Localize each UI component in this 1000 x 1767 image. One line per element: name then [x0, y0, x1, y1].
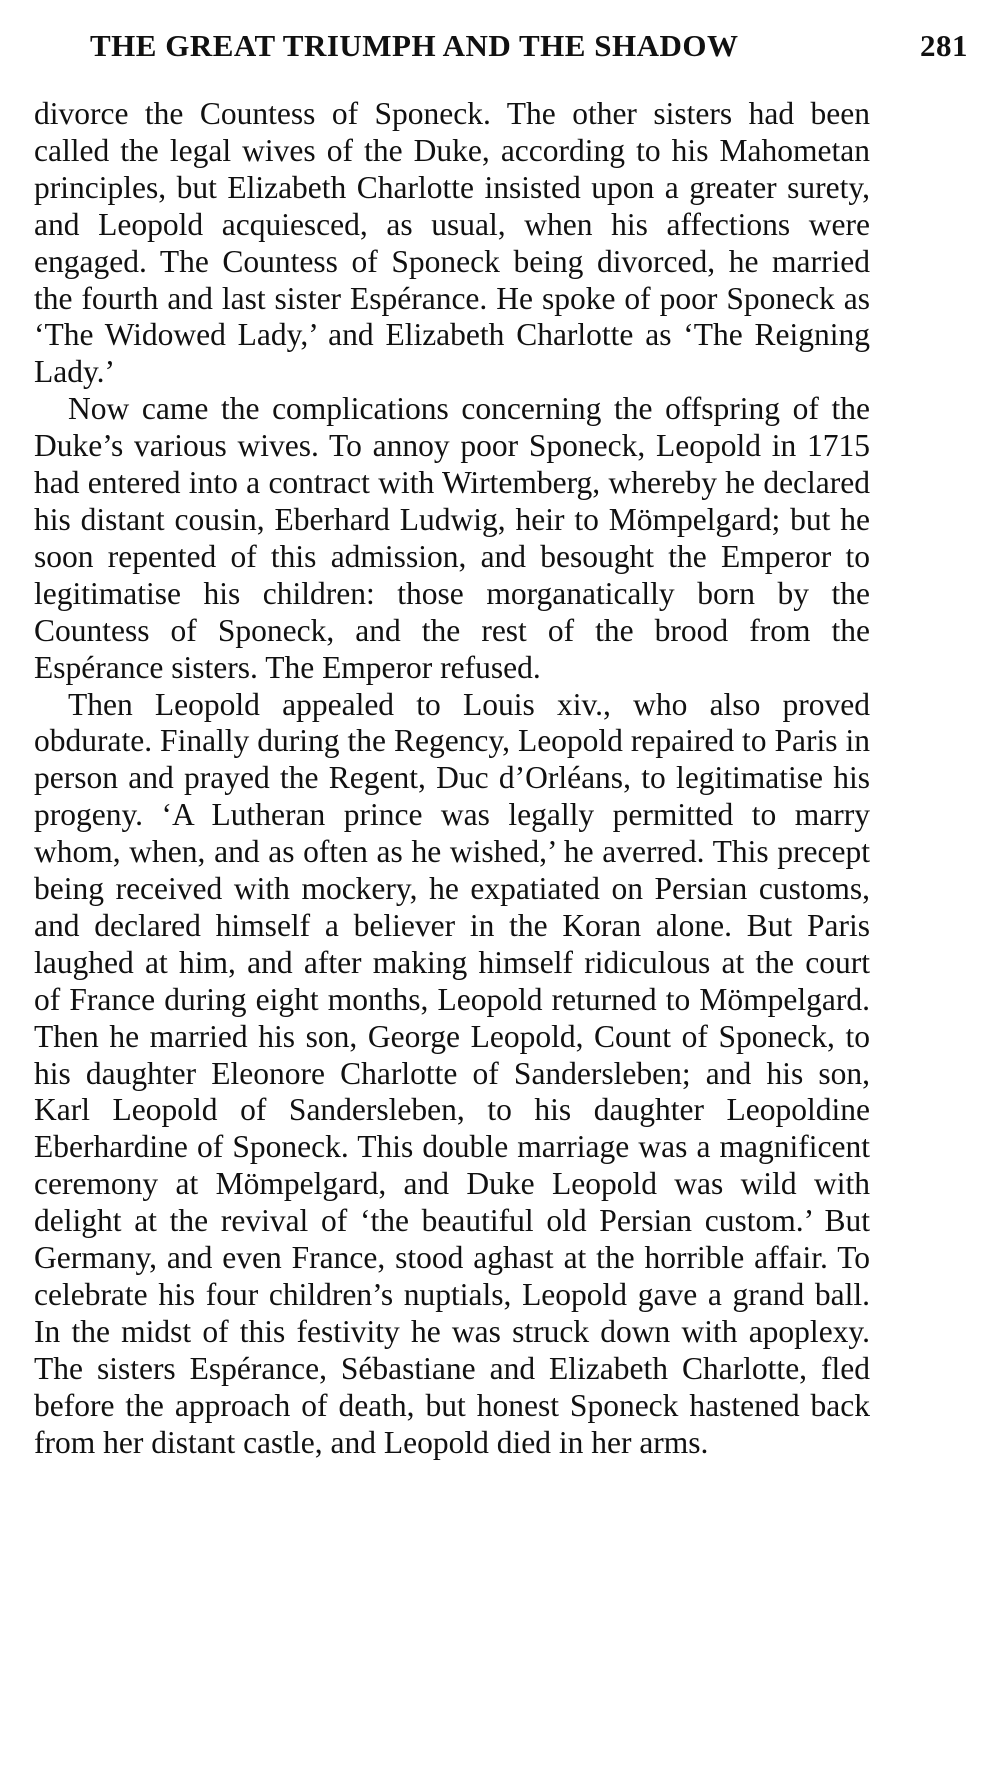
running-title: THE GREAT TRIUMPH AND THE SHADOW	[90, 28, 739, 63]
paragraph: divorce the Countess of Sponeck. The other sisters had been called the legal wives of the Duke, according to his Mahometan principles, but Elizabeth Charlotte insisted upon a greater surety, and Leopold acquiesced, as usual, when his affections were engaged. The Countess of Sponeck being divorced, he married the fourth and last sister Espérance. He spoke of poor Sponeck as ‘The Widowed Lady,’ and Elizabeth Charlotte as ‘The Reigning Lady.’	[34, 96, 870, 390]
body-text	[34, 96, 870, 1462]
running-header	[90, 28, 972, 78]
paragraph: Now came the complications concerning the offspring of the Duke’s various wives. To annoy poor Sponeck, Leopold in 1715 had entered into a contract with Wirtemberg, whereby he declared his distant cousin, Eberhard Ludwig, heir to Mömpelgard; but he soon repented of this admission, and besought the Emperor to legitimatise his children: those morganatically born by the Countess of Sponeck, and the rest of the brood from the Espérance sisters. The Emperor refused.	[34, 391, 870, 685]
paragraph: Then Leopold appealed to Louis xiv., who also proved obdurate. Finally during the Regency, Leopold repaired to Paris in person and prayed the Regent, Duc d’Orléans, to legitimatise his progeny. ‘A Lutheran prince was legally permitted to marry whom, when, and as often as he wished,’ he averred. This precept being received with mockery, he expatiated on Persian customs, and declared himself a believer in the Koran alone. But Paris laughed at him, and after making himself ridiculous at the court of France during eight months, Leopold returned to Mömpelgard. Then he married his son, George Leopold, Count of Sponeck, to his daughter Eleonore Charlotte of Sandersleben; and his son, Karl Leopold of Sandersleben, to his daughter Leopoldine Eberhardine of Sponeck. This double marriage was a magnificent ceremony at Mömpelgard, and Duke Leopold was wild with delight at the revival of ‘the beautiful old Persian custom.’ But Germany, and even France, stood aghast at the horrible affair. To celebrate his four children’s nuptials, Leopold gave a grand ball. In the midst of this festivity he was struck down with apoplexy. The sisters Espérance, Sébastiane and Elizabeth Charlotte, fled before the approach of death, but honest Sponeck hastened back from her distant castle, and Leopold died in her arms.	[34, 686, 870, 1460]
page-number: 281	[920, 28, 968, 63]
